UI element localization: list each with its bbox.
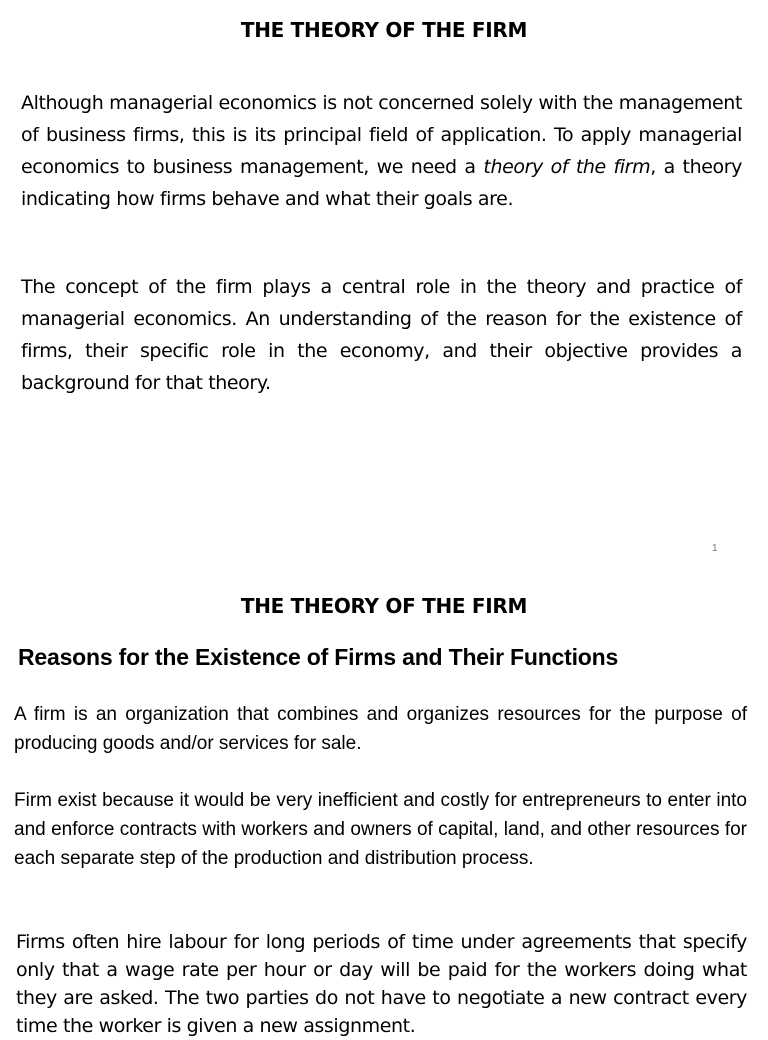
para-1-italic-term: theory of the firm bbox=[483, 156, 651, 178]
slide-2-paragraph-3: Firms often hire labour for long periods of time under agreements that specify only that a wage rate per hour or day will be paid for the workers doing what they are asked. The two parties do not have to negotiate a new contract every time the worker is given a new assignment. bbox=[16, 931, 747, 1037]
slide-1-title: THE THEORY OF THE FIRM bbox=[240, 18, 528, 42]
slide-2-paragraph-1: A firm is an organization that combines and organizes resources for the purpose of producing goods and/or services for sale. bbox=[14, 704, 747, 754]
slide-1-paragraph-1 bbox=[21, 87, 742, 215]
slide-2-title: THE THEORY OF THE FIRM bbox=[240, 594, 528, 618]
para-1-text-before: Although managerial economics is not concerned solely with the management of business firms, this is its principal field of application. To apply managerial economics to business management, we need a bbox=[21, 92, 742, 178]
slide-2 bbox=[0, 576, 768, 1037]
page-number: 1 bbox=[712, 543, 718, 554]
slide-2-paragraph-2: Firm exist because it would be very inefficient and costly for entrepreneurs to enter into and enforce contracts with workers and owners of capital, land, and other resources for each separate step of the production and distribution process. bbox=[14, 790, 747, 869]
para-1-text-after: , a theory indicating how firms behave and what their goals are. bbox=[21, 156, 743, 210]
slide-1-paragraph-2: The concept of the firm plays a central role in the theory and practice of managerial economics. An understanding of the reason for the existence of firms, their specific role in the economy, and their objective provides a background for that theory. bbox=[21, 276, 742, 394]
slide-2-subheading: Reasons for the Existence of Firms and Their Functions bbox=[18, 644, 619, 670]
